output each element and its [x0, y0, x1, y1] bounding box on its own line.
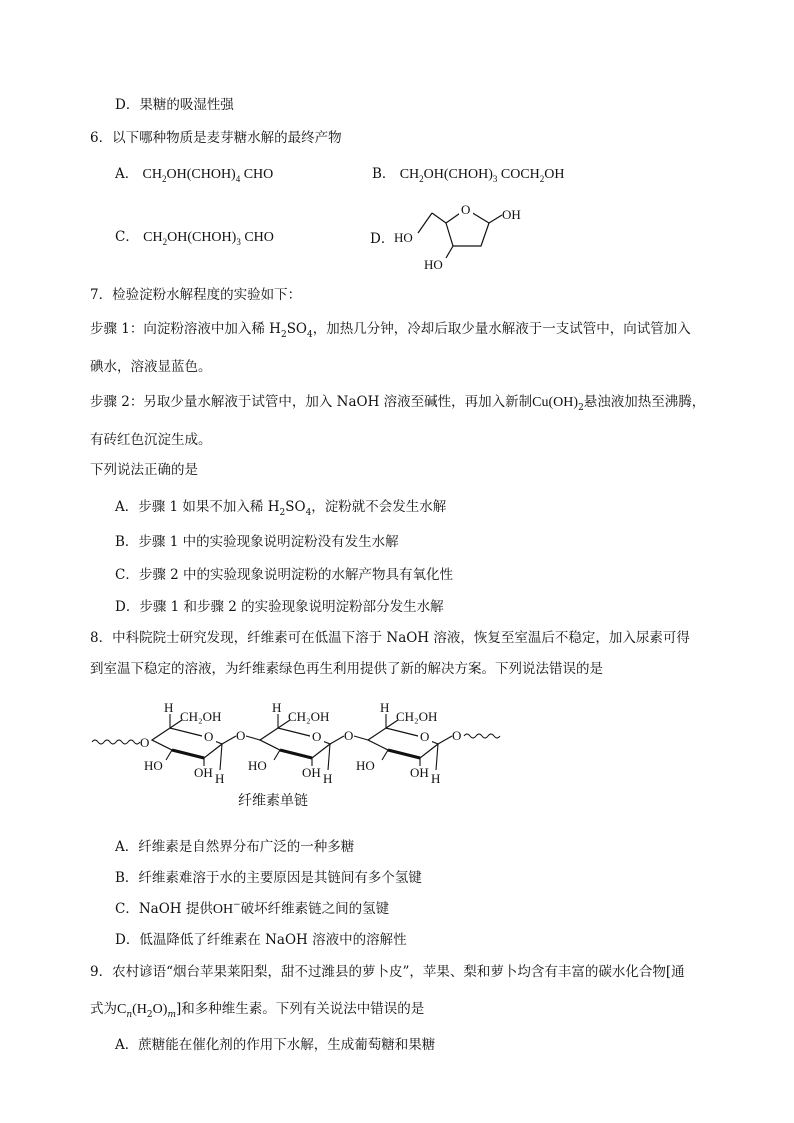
q7-step2-line2: 有砖红色沉淀生成。 [90, 432, 212, 448]
c3-oh-bond [274, 750, 280, 760]
q9-text: ]和多种维生素。下列有关说法中错误的是 [175, 1001, 425, 1017]
ho-label: HO [248, 758, 267, 773]
c1-h-label: H [215, 771, 225, 784]
q6-option-d-label: D． [370, 231, 395, 247]
f-sub: 2 [162, 174, 167, 184]
c1-h-bond [328, 744, 330, 770]
c3-oh-bond [166, 750, 172, 760]
q7-stem: 7．检验淀粉水解程度的实验如下： [90, 287, 302, 303]
q8-option-b: B．纤维素难溶于水的主要原因是其链间有多个氢键 [115, 870, 422, 886]
ho-bottom-label: HO [424, 257, 443, 272]
q9-stem-line1: 9．农村谚语“烟台苹果莱阳梨，甜不过潍县的萝卜皮”，苹果、梨和萝卜均含有丰富的碳水化合物[通 [90, 964, 685, 980]
c4-ch2-bond [432, 213, 446, 223]
chain-wave-right [464, 734, 500, 738]
q6-option-a-formula [143, 167, 274, 182]
q8-option-d: D．低温降低了纤维素在 NaOH 溶液中的溶解性 [115, 932, 407, 948]
q8-option-c [115, 900, 389, 920]
ch2-o-bond [418, 213, 432, 233]
q6-option-c-formula [143, 230, 274, 245]
glycosidic-bond [246, 736, 260, 740]
q5-option-d: D．果糖的吸湿性强 [115, 97, 234, 113]
f-sub: 2 [419, 174, 424, 184]
step1-text: SO [286, 321, 308, 337]
opt-sub: 4 [305, 508, 312, 518]
ch2oh-label: CH₂OH [288, 709, 330, 724]
step1-sub: 2 [280, 330, 287, 340]
glycosidic-bond [438, 736, 452, 744]
c1-h-bond [436, 744, 438, 770]
q7-step1-line2: 碘水，溶液显蓝色。 [90, 359, 212, 375]
q7-step2 [90, 393, 705, 413]
q6-option-c-label: C． [115, 229, 139, 245]
c5-h-label: H [164, 700, 174, 715]
glycosidic-oxygen-label: O [236, 728, 246, 743]
q7-option-d: D．步骤 1 和步骤 2 的实验现象说明淀粉部分发生水解 [115, 599, 444, 615]
c1-h-label: H [323, 771, 333, 784]
hydroxide-ion: OH [212, 902, 234, 917]
opt-text: 破坏纤维素链之间的氢键 [240, 901, 390, 917]
opt-sub: 2 [279, 508, 286, 518]
formula-sub-m: m [167, 1010, 176, 1020]
ho-label: HO [144, 758, 163, 773]
q9-option-a: A．蔗糖能在催化剂的作用下水解，生成葡萄糖和果糖 [115, 1037, 436, 1053]
f-part: OH(CHOH) [166, 167, 236, 182]
f-part: OH(CHOH) [423, 167, 493, 182]
step1-text: 步骤 1：向淀粉溶液中加入稀 H [90, 321, 281, 337]
step1-sub: 4 [307, 330, 313, 340]
glycosidic-oxygen-label: O [344, 728, 354, 743]
q6-option-a-label: A． [115, 166, 139, 182]
f-part: OH(CHOH) [167, 230, 237, 245]
oh-label: OH [194, 765, 213, 780]
f-part: CHO [240, 230, 274, 245]
f-part: CH [399, 167, 420, 182]
q8-stem-line2: 到室温下稳定的溶液，为纤维素绿色再生利用提供了新的解决方案。下列说法错误的是 [90, 661, 603, 677]
f-sub: 2 [162, 237, 168, 247]
c1-oh-bond [489, 215, 502, 223]
ring-oxygen-label: O [461, 202, 471, 217]
ring-front-bond [388, 750, 420, 758]
terminal-oxygen-label: O [452, 728, 462, 743]
step2-formula: Cu(OH) [532, 395, 579, 410]
glycosidic-bond [330, 736, 344, 744]
q7-option-c: C．步骤 2 中的实验现象说明淀粉的水解产物具有氧化性 [115, 567, 454, 583]
f-part: CHO [240, 167, 274, 182]
ho-label: HO [356, 758, 375, 773]
q6-option-a [115, 165, 273, 184]
q6-option-d-structure [390, 198, 540, 274]
formula-sub-2: 2 [146, 1010, 153, 1020]
opt-text: SO [285, 499, 306, 515]
q9-text: 式为 [90, 1001, 117, 1017]
q6-option-b-formula [400, 167, 565, 182]
q9-stem-line2 [90, 1000, 424, 1020]
ion-charge: − [233, 900, 241, 910]
q7-option-a [115, 498, 446, 518]
c1-h-bond [220, 744, 222, 770]
q6-option-b-label: B． [372, 166, 396, 182]
ch2oh-label: CH₂OH [180, 709, 222, 724]
glycosidic-bond [354, 736, 368, 740]
f-part: COCH [497, 167, 540, 182]
ring-oxygen-label: O [312, 729, 322, 744]
q6-option-b [372, 165, 565, 184]
c3-oh-bond [446, 246, 453, 258]
q7-question: 下列说法正确的是 [90, 462, 198, 478]
c1-oh-label: OH [502, 207, 521, 222]
ring-oxygen-label: O [420, 729, 430, 744]
ring-front-bond [280, 750, 312, 758]
f-sub: 2 [539, 174, 545, 184]
glycosidic-bond [222, 736, 236, 744]
ring-oxygen-label: O [204, 729, 214, 744]
q7-option-b: B．步骤 1 中的实验现象说明淀粉没有发生水解 [115, 534, 399, 550]
chain-wave-left [92, 740, 140, 744]
cellulose-caption: 纤维素单链 [238, 793, 308, 809]
f-sub: 4 [235, 174, 241, 184]
q6-option-c [115, 228, 274, 247]
q6-stem: 6．以下哪种物质是麦芽糖水解的最终产物 [90, 130, 342, 146]
ch2oh-label: CH₂OH [396, 709, 438, 724]
step1-text: ，加热几分钟，冷却后取少量水解液于一支试管中，向试管加入 [312, 321, 691, 337]
c1-h-label: H [431, 771, 441, 784]
opt-text: C．NaOH 提供 [115, 901, 213, 917]
c5-h-label: H [272, 700, 282, 715]
c3-oh-bond [382, 750, 388, 760]
oh-label: OH [302, 765, 321, 780]
step2-sub: 2 [578, 403, 584, 413]
q8-option-a: A．纤维素是自然界分布广泛的一种多糖 [115, 839, 355, 855]
oh-label: OH [410, 765, 429, 780]
ring-front-bond [172, 750, 204, 758]
step2-text: 悬浊液加热至沸腾， [583, 394, 706, 410]
f-sub: 3 [236, 237, 241, 247]
glycosidic-oxygen-label: O [140, 735, 150, 750]
formula-sub-n: n [126, 1010, 133, 1020]
c5-h-label: H [380, 700, 390, 715]
q7-step1 [90, 320, 691, 340]
f-sub: 3 [492, 174, 498, 184]
q8-stem-line1: 8．中科院院士研究发现，纤维素可在低温下溶于 NaOH 溶液，恢复至室温后不稳定，加入尿素可得 [90, 630, 690, 646]
step2-text: 步骤 2：另取少量水解液于试管中，加入 NaOH 溶液至碱性，再加入新制 [90, 394, 533, 410]
opt-text: A．步骤 1 如果不加入稀 H [115, 499, 280, 515]
formula-h: (H [132, 1002, 147, 1017]
f-part: OH [544, 167, 565, 182]
f-part: CH [143, 230, 163, 245]
cellulose-chain-figure [90, 700, 520, 784]
formula-c: C [117, 1002, 127, 1017]
f-part: CH [142, 167, 162, 182]
formula-o: O) [152, 1002, 168, 1017]
opt-text: ，淀粉就不会发生水解 [311, 499, 447, 515]
ho-left-label: HO [394, 230, 413, 245]
